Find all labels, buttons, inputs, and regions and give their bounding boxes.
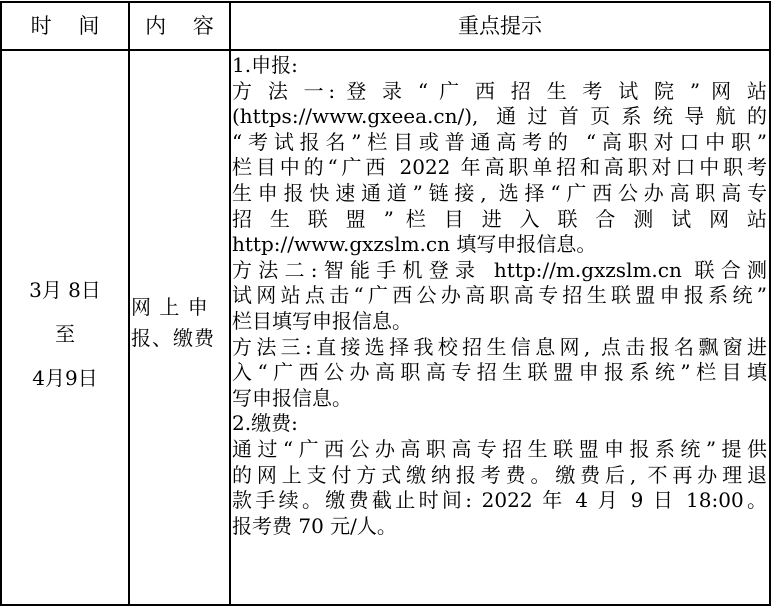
tips-line: 2.缴费:: [232, 411, 298, 436]
tips-line: 生申报快速通道”链接, 选择“广西公办高职高专: [232, 180, 767, 205]
header-content-label: 内 容: [145, 14, 214, 38]
header-content: [130, 1, 229, 49]
tips-line: “考试报名”栏目或普通高考的 “高职对口中职”: [232, 129, 767, 154]
tips-line: 试网站点击“广西公办高职高专招生联盟申报系统”: [232, 283, 767, 308]
tips-line: 1.申报:: [232, 53, 298, 77]
tips-line: 的网上支付方式缴纳报考费。缴费后, 不再办理退: [232, 462, 767, 487]
tips-cell: [232, 53, 767, 539]
tips-line: (https://www.gxeea.cn/), 通过首页系统导航的: [232, 104, 767, 129]
tips-line: http://www.gxzslm.cn 填写申报信息。: [232, 232, 597, 257]
column-divider-1: [128, 1, 130, 606]
header-bottom-border: [0, 49, 771, 51]
header-tips-label: 重点提示: [458, 14, 542, 38]
tips-line: 写申报信息。: [232, 385, 352, 410]
tips-line: 通过“广西公办高职高专招生联盟申报系统”提供: [232, 436, 767, 461]
date-end: 4月9日: [32, 366, 98, 390]
date-separator: 至: [55, 322, 75, 346]
table-bottom-border: [0, 604, 771, 606]
tips-line: 栏目中的“广西 2022 年高职单招和高职对口中职考: [232, 155, 767, 180]
tips-line: 款手续。缴费截止时间: 2022 年 4 月 9 日 18:00。: [232, 488, 767, 513]
tips-line: 栏目填写申报信息。: [232, 308, 412, 333]
content-line-1: 网 上 申: [131, 295, 209, 319]
header-time-label: 时 间: [30, 14, 100, 38]
content-line-2: 报、缴费: [131, 326, 215, 350]
date-cell: [2, 268, 128, 400]
header-time: [2, 1, 128, 49]
header-tips: [231, 1, 769, 49]
tips-line: 招 生 联 盟 ” 栏 目 进 入 联 合 测 试 网 站: [232, 206, 767, 231]
content-cell: [131, 292, 231, 354]
tips-line: 报考费 70 元/人。: [232, 513, 397, 538]
tips-line: 方法三:直接选择我校招生信息网, 点击报名飘窗进: [232, 334, 767, 359]
tips-line: 方法二:智能手机登录 http://m.gxzslm.cn 联合测: [232, 257, 767, 282]
date-start: 3月 8日: [29, 278, 101, 302]
tips-line: 入“广西公办高职高专招生联盟申报系统”栏目填: [232, 360, 767, 385]
tips-line: 方 法 一: 登 录 “ 广 西 招 生 考 试 院 ” 网 站: [232, 78, 767, 103]
